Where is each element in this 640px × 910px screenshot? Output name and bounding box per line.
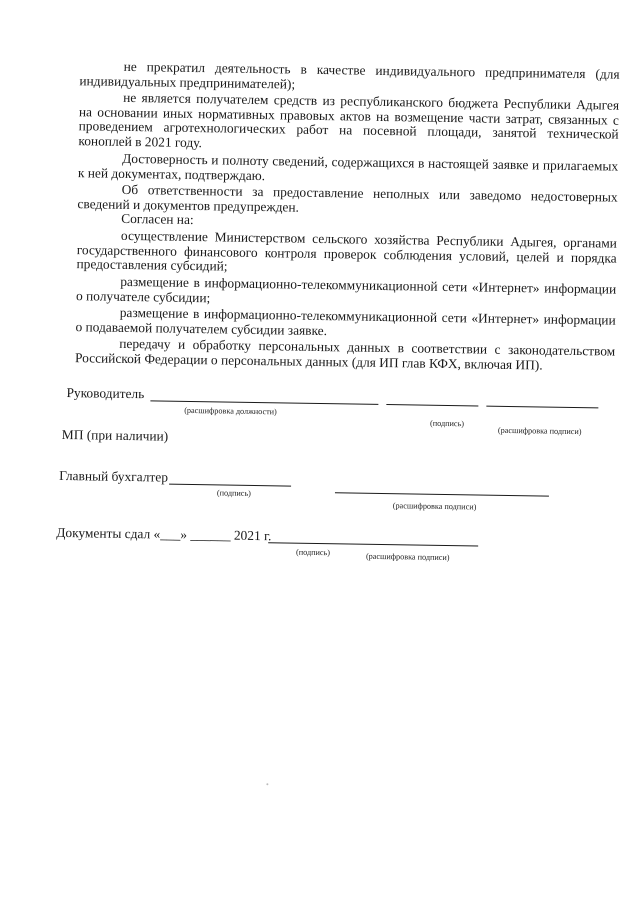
- submitted-caption-decoding: (расшифровка подписи): [365, 551, 450, 563]
- head-caption-decoding: (расшифровка подписи): [497, 425, 582, 437]
- head-signature-line: [386, 404, 478, 406]
- submitted-label: Документы сдал «___» ______ 2021 г.: [56, 524, 272, 544]
- paragraph-responsibility: Об ответственности за предоставление неполных или заведомо недостоверных сведений и документов предупрежден.: [77, 181, 618, 215]
- stamp-label: МП (при наличии): [61, 426, 169, 444]
- paragraph-personal-data: передачу и обработку персональных данных в соответствии с законодательством Российской Федерации о персональных данных (для ИП глав КФХ, включая ИП).: [74, 335, 616, 373]
- submitted-caption-signature: (подпись): [295, 547, 331, 558]
- head-caption-position: (расшифровка должности): [184, 405, 277, 417]
- paragraph-not-ceased-activity: не прекратил деятельность в качестве индивидуального предпринимателя (для индивидуальных предпринимателей);: [79, 58, 620, 92]
- accountant-decoding-line: [335, 492, 549, 496]
- accountant-caption-decoding: (расшифровка подписи): [392, 501, 477, 512]
- paragraph-agree-application-info: размещение в информационно-телекоммуникационной сети «Интернет» информации о подаваемой получателем субсидии заявке.: [75, 304, 616, 338]
- accountant-signature-line: [169, 484, 291, 487]
- accountant-label: Главный бухгалтер: [59, 467, 169, 485]
- head-caption-signature: (подпись): [430, 418, 465, 429]
- scan-speck: [266, 783, 268, 785]
- accountant-caption-signature: (подпись): [216, 488, 252, 498]
- paragraph-agree-inspections: осуществление Министерством сельского хозяйства Республики Адыгея, органами государственного финансового контроля проверок соблюдения условий, целей и порядка предоставления субсидий;: [76, 227, 618, 274]
- submitted-signature-line: [268, 542, 478, 546]
- paragraph-agree-recipient-info: размещение в информационно-телекоммуникационной сети «Интернет» информации о получателе субсидии;: [75, 273, 617, 305]
- head-decoding-line: [486, 406, 598, 409]
- paragraph-agree-heading: Согласен на:: [121, 210, 194, 228]
- head-position-line: [150, 400, 378, 405]
- head-label: Руководитель: [66, 385, 145, 402]
- paragraph-not-recipient: не является получателем средств из республиканского бюджета Республики Адыгея на основании иных нормативных правовых актов на возмещение части затрат, связанных с проведением агротехнологических работ на посевной площади, занятой технической коноплей в 2021 году.: [78, 89, 620, 150]
- paragraph-reliability: Достоверность и полноту сведений, содержащихся в настоящей заявке и прилагаемых к ней документах, подтверждаю.: [77, 150, 619, 183]
